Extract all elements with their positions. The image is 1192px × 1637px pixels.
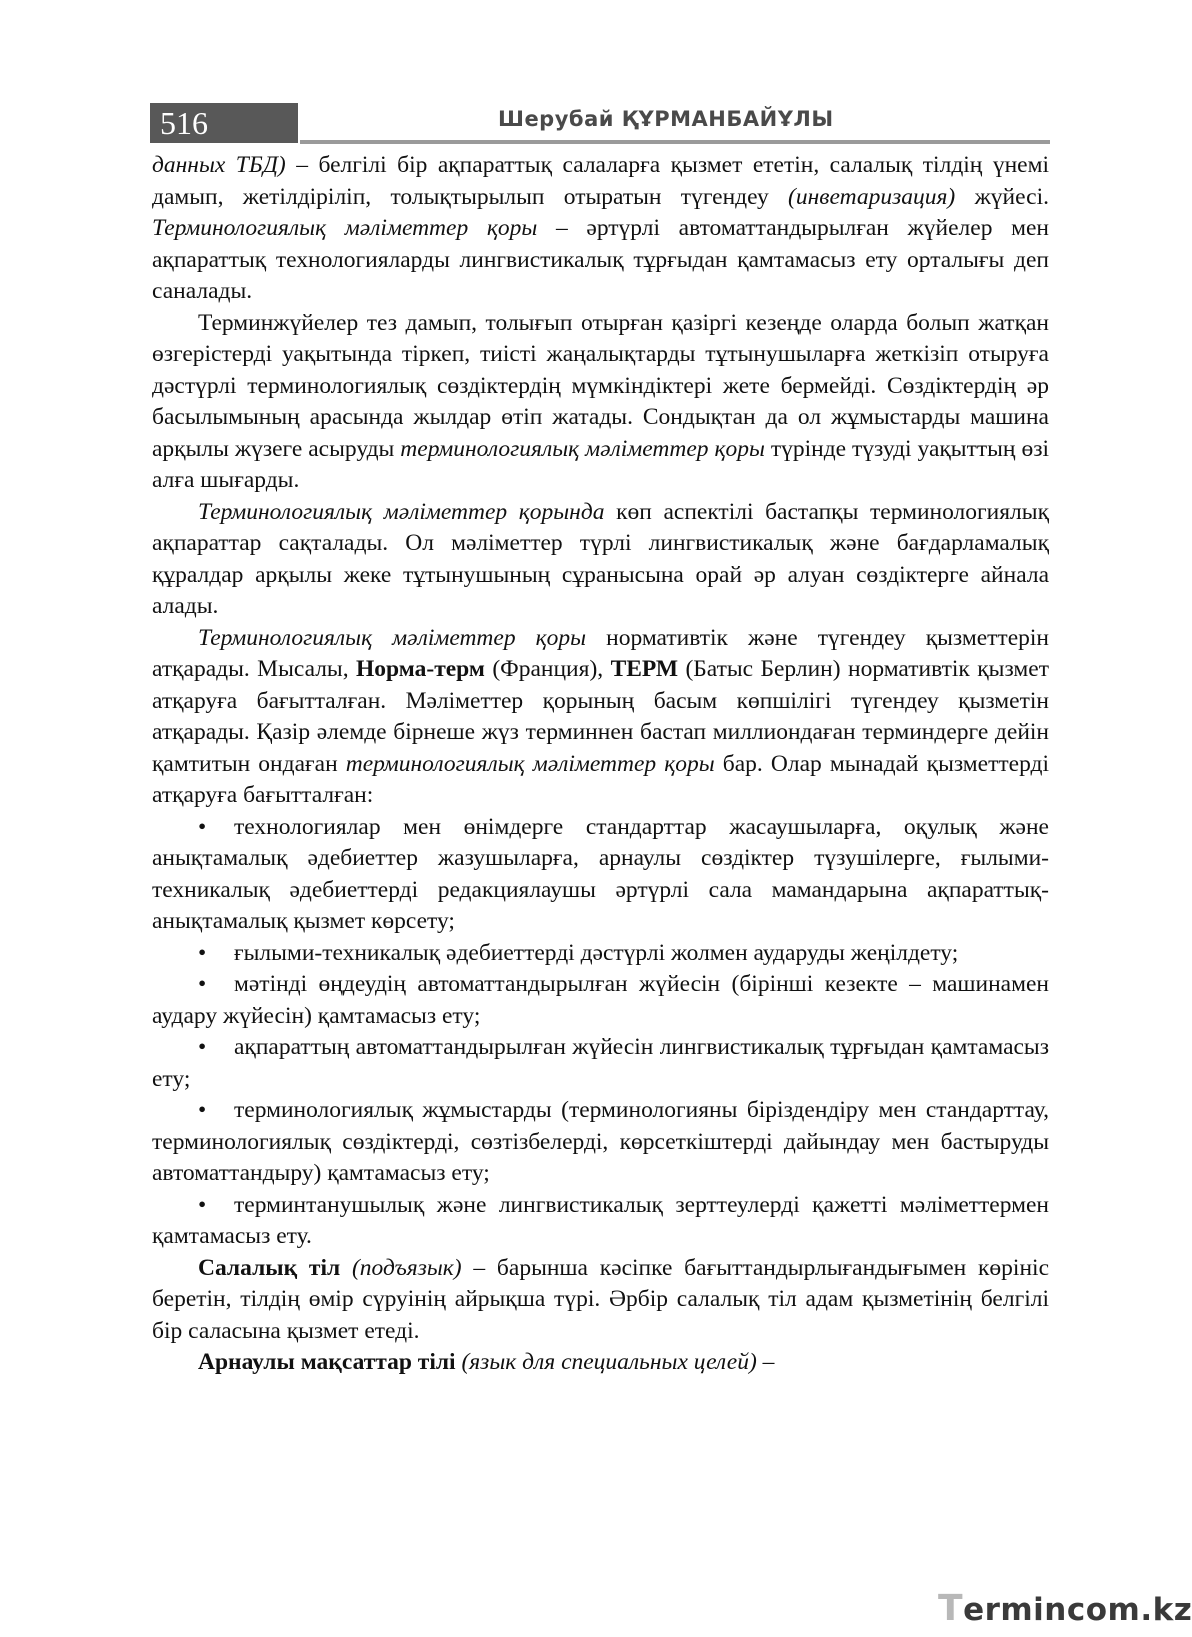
- page-body: [152, 150, 1049, 1379]
- bullet-icon: •: [198, 1034, 207, 1060]
- italic-text: данных ТБД): [152, 152, 286, 178]
- bullet-icon: •: [198, 939, 207, 966]
- bullet-item: [152, 812, 1049, 938]
- bullet-text: ақпараттың автоматтандырылған жүйесін лингвистикалық тұрғыдан қамтамасыз ету;: [152, 1034, 1049, 1092]
- text: – әртүрлі автоматтандырылған жүйелер мен ақпараттық технологияларды лингвистикалық тұрғыдан қамтамасыз ету орталығы деп саналады.: [152, 215, 1050, 304]
- text: – белгілі бір ақпараттық салаларға қызмет ететін, салалық тілдің үнемі дамып, жетілдіріліп, толықтырылып отыратын түгендеу: [152, 152, 1049, 210]
- bold-term: Арнаулы мақсаттар тілі: [198, 1349, 456, 1375]
- paragraph-2: [152, 308, 1049, 497]
- bullet-icon: •: [198, 813, 207, 840]
- italic-text: терминологиялық мәліметтер қоры: [345, 750, 715, 777]
- italic-text: (инветаризация): [788, 183, 956, 210]
- bold-term: ТЕРМ: [610, 656, 679, 682]
- bullet-text: терминтанушылық және лингвистикалық зерттеулерді қажетті мәліметтермен қамтамасыз ету.: [152, 1191, 1049, 1249]
- bullet-item: [152, 969, 1049, 1032]
- text: Терминжүйелер тез дамып, толығып отырған қазіргі кезеңде оларда болып жатқан өзгерістерді уақытында тіркеп, тиісті жаңалықтарды тұтынушыларға жеткізіп отыруға дәстүрлі терминологиялық сөздіктердің мүмкіндіктері жете бермейді. Сөздіктердің әр басылымының арасында жылдар өтіп жатады. Сондықтан да ол жұмыстарды машина арқылы жүзеге асыруды: [152, 309, 1049, 462]
- termincom-watermark-logo: [938, 1588, 1192, 1629]
- header-rule: [300, 140, 1050, 144]
- bullet-icon: •: [198, 971, 207, 997]
- paragraph-6: [152, 1347, 1049, 1379]
- paragraph-4: [152, 623, 1049, 812]
- text: –: [756, 1349, 775, 1375]
- bullet-item: [152, 938, 1049, 970]
- bullet-text: терминологиялық жұмыстарды (терминологияны біріздендіру мен стандарттау, терминологиялық сөздіктерді, сөзтізбелерді, көрсеткіштерді дайындау мен бастыруды автоматтандыру) қамтамасыз ету;: [152, 1097, 1049, 1186]
- bullet-text: ғылыми-техникалық әдебиеттерді дәстүрлі жолмен аударуды жеңілдету;: [234, 939, 959, 966]
- bullet-item: [152, 1095, 1049, 1190]
- bold-term: Салалық тіл: [198, 1254, 341, 1281]
- text: жүйесі.: [955, 183, 1049, 210]
- running-header: [150, 103, 1050, 147]
- text: көп аспектілі бастапқы терминологиялық ақпараттар сақталады. Ол мәліметтер түрлі лингвистикалық және бағдарламалық құралдар арқылы жеке тұтынушының сұранысына орай әр алуан сөздіктерге айнала алады.: [152, 498, 1049, 619]
- bullet-item: [152, 1190, 1049, 1253]
- italic-text: (подъязык): [351, 1254, 462, 1281]
- paragraph-5: [152, 1253, 1049, 1348]
- text: [340, 1255, 352, 1281]
- page-number: 516: [150, 103, 298, 143]
- watermark-t: T: [938, 1588, 964, 1629]
- italic-text: Терминологиялық мәліметтер қорында: [198, 498, 605, 525]
- text: (Батыс Берлин) нормативтік қызмет атқаруға бағытталған. Мәліметтер қорының басым көпшілігі түгендеу қызметін атқарады. Қазір әлемде бірнеше жүз терминнен бастап миллиондаған терминдерге дейін қамтитын ондаған: [152, 656, 1049, 777]
- bullet-item: [152, 1032, 1049, 1095]
- text: нормативтік және түгендеу қызметтерін атқарады. Мысалы,: [152, 624, 1049, 682]
- running-title: Шерубай ҚҰРМАНБАЙҰЛЫ: [498, 107, 834, 131]
- watermark-text: ermincom.kz: [963, 1592, 1192, 1628]
- text: бар. Олар мынадай қызметтерді атқаруға бағытталған:: [152, 750, 1049, 808]
- paragraph-3: [152, 497, 1049, 623]
- bullet-text: мәтінді өңдеудің автоматтандырылған жүйесін (бірінші кезекте – машинамен аудару жүйесін) қамтамасыз ету;: [152, 971, 1049, 1029]
- bullet-icon: •: [198, 1097, 207, 1123]
- bold-term: Норма-терм: [356, 656, 485, 682]
- text: түрінде түзуді уақыттың өзі алға шығарды.: [152, 435, 1050, 493]
- bullet-icon: •: [198, 1191, 207, 1218]
- paragraph-1: [152, 150, 1049, 308]
- italic-text: Терминологиялық мәліметтер қоры: [152, 215, 538, 241]
- italic-text: терминологиялық мәліметтер қоры: [400, 435, 765, 462]
- italic-text: Терминологиялық мәліметтер қоры: [198, 624, 587, 651]
- italic-text: (язык для специальных целей): [461, 1349, 757, 1375]
- text: (Франция),: [484, 656, 611, 682]
- text: – барынша кәсіпке бағыттандырлығандығымен көрініс беретін, тілдің өмір сүруінің айрықша түрі. Әрбір салалық тіл адам қызметінің белгілі бір саласына қызмет етеді.: [152, 1254, 1050, 1344]
- bullet-text: технологиялар мен өнімдерге стандарттар жасаушыларға, оқулық және анықтамалық әдебиеттер жазушыларға, арнаулы сөздіктер түзушілерге, ғылыми-техникалық әдебиеттерді редакциялаушы әртүрлі сала мамандарына ақпараттық-анықтамалық қызмет көрсету;: [152, 813, 1049, 934]
